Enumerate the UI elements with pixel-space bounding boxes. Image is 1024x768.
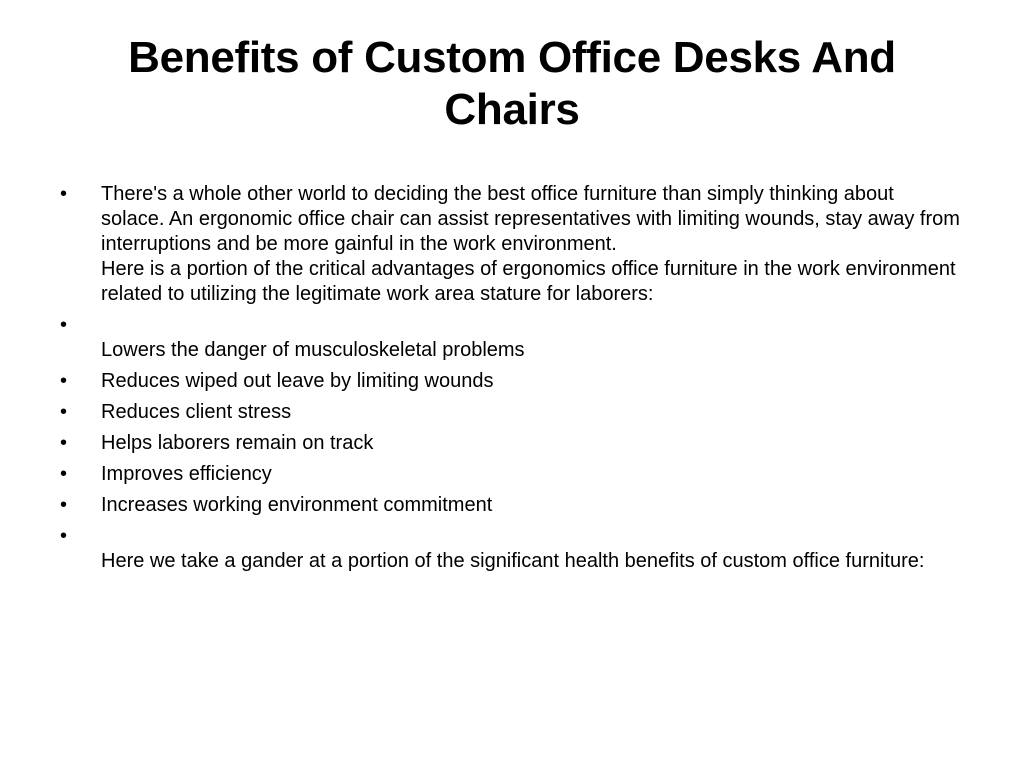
- bullet-list: [60, 182, 960, 580]
- bullet-icon: •: [60, 314, 68, 336]
- slide-title: Benefits of Custom Office Desks And Chairs: [128, 33, 896, 134]
- benefit-text: Improves efficiency: [101, 463, 272, 485]
- intro-paragraph: Here is a portion of the critical advantages of ergonomics office furniture in the work environment related to utilizing the legitimate work area stature for laborers:: [101, 258, 956, 305]
- benefit-text: Helps laborers remain on track: [101, 432, 374, 454]
- benefit-text: Reduces wiped out leave by limiting wounds: [101, 370, 494, 392]
- list-item: [60, 182, 960, 307]
- list-item: [60, 400, 960, 425]
- list-item: [60, 493, 960, 518]
- bullet-icon: •: [60, 401, 68, 423]
- benefit-text: Increases working environment commitment: [101, 494, 493, 516]
- list-item: [60, 313, 960, 363]
- list-item: [60, 524, 960, 574]
- list-item: [60, 369, 960, 394]
- bullet-icon: •: [60, 370, 68, 392]
- closing-paragraph: Here we take a gander at a portion of the significant health benefits of custom office furniture:: [101, 550, 925, 572]
- bullet-icon: •: [60, 494, 68, 516]
- intro-paragraph: There's a whole other world to deciding the best office furniture than simply thinking about solace. An ergonomic office chair can assist representatives with limiting wounds, stay away from interruptions and be more gainful in the work environment.: [101, 183, 960, 255]
- benefit-text: Reduces client stress: [101, 401, 292, 423]
- bullet-icon: •: [60, 463, 68, 485]
- bullet-icon: •: [60, 525, 68, 547]
- list-item: [60, 431, 960, 456]
- list-item: [60, 462, 960, 487]
- bullet-icon: •: [60, 183, 68, 205]
- benefit-text: Lowers the danger of musculoskeletal problems: [101, 339, 525, 361]
- bullet-icon: •: [60, 432, 68, 454]
